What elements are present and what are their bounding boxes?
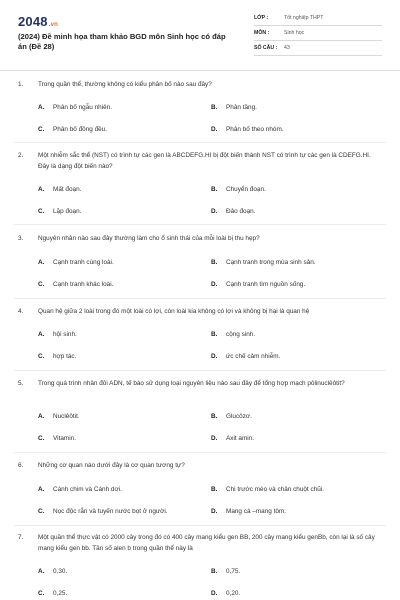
option-text: Mang cá –mang tôm. [226, 508, 287, 515]
question-text: Quan hệ giữa 2 loài trong đó một loài có lợi, còn loài kia không có lợi và không bị hại là quan hệ [38, 308, 310, 315]
option-text: Cạnh tranh trong mùa sinh sản. [226, 259, 316, 266]
meta-count-value: 43 [284, 45, 290, 51]
option-letter: D. [211, 353, 218, 360]
option-letter: C. [38, 435, 45, 442]
option-c[interactable] [38, 208, 81, 215]
option-a[interactable] [38, 259, 114, 266]
option-text: Mất đoạn. [53, 186, 82, 193]
option-text: hợp tác. [53, 353, 77, 360]
option-text: Phân bố đồng đều. [53, 126, 108, 133]
option-text: 0,30. [53, 568, 68, 575]
option-letter: B. [211, 104, 218, 111]
option-c[interactable] [38, 126, 107, 133]
option-d[interactable] [211, 590, 240, 597]
option-letter: D. [211, 508, 218, 515]
option-text: Vitamin. [53, 435, 76, 442]
option-letter: B. [211, 259, 218, 266]
meta-class [254, 12, 382, 26]
option-a[interactable] [38, 186, 81, 193]
option-text: 0,75. [226, 568, 241, 575]
meta-subject [254, 27, 382, 41]
option-text: cộng sinh. [226, 331, 256, 338]
page-header [0, 0, 400, 64]
option-letter: A. [38, 486, 45, 493]
option-a[interactable] [38, 331, 77, 338]
option-letter: A. [38, 186, 45, 193]
option-text: Phân tầng. [226, 104, 257, 111]
option-letter: C. [38, 353, 45, 360]
logo-sub: .vn [48, 22, 59, 28]
option-b[interactable] [211, 259, 316, 266]
option-d[interactable] [211, 353, 280, 360]
question-number: 3. [18, 235, 24, 242]
option-d[interactable] [211, 208, 256, 215]
option-text: Nọc độc rắn và tuyến nước bọt ở người. [53, 508, 168, 515]
option-text: Glucôzơ. [226, 413, 252, 420]
question-divider [14, 525, 386, 526]
option-letter: D. [211, 281, 218, 288]
option-a[interactable] [38, 486, 122, 493]
option-letter: B. [211, 568, 218, 575]
question-text: Những cơ quan nào dưới đây là cơ quan tương tự? [38, 462, 185, 469]
header-divider [0, 70, 400, 71]
option-d[interactable] [211, 281, 305, 288]
option-letter: D. [211, 590, 218, 597]
option-c[interactable] [38, 353, 76, 360]
option-d[interactable] [211, 508, 286, 515]
option-text: Nuclêôtit. [53, 413, 80, 420]
option-b[interactable] [211, 486, 324, 493]
meta-count-label: SỐ CÂU : [254, 45, 278, 51]
option-letter: A. [38, 568, 45, 575]
option-d[interactable] [211, 435, 254, 442]
option-a[interactable] [38, 413, 80, 420]
option-text: Phân bố theo nhóm. [226, 126, 284, 133]
meta-class-value: Tốt nghiệp THPT [284, 15, 324, 21]
option-b[interactable] [211, 331, 255, 338]
option-text: Chuyển đoạn. [226, 186, 266, 193]
option-b[interactable] [211, 413, 252, 420]
option-b[interactable] [211, 186, 266, 193]
option-letter: B. [211, 486, 218, 493]
option-text: Chi trước mèo và chân chuột chũi. [226, 486, 324, 493]
option-text: Lặp đoạn. [53, 208, 82, 215]
option-letter: B. [211, 331, 218, 338]
question-divider [14, 142, 386, 143]
option-text: Cạnh tranh khác loài. [53, 281, 114, 288]
document-title: (2024) Đề minh họa tham khảo BGD môn Sinh học có đáp án (Đề 28) [18, 32, 226, 51]
logo-main: 2048 [18, 14, 48, 29]
option-letter: A. [38, 104, 45, 111]
option-text: ức chế cảm nhiễm. [226, 353, 281, 360]
option-letter: A. [38, 331, 45, 338]
question-number: 5. [18, 380, 24, 387]
question-text: Nguyên nhân nào sau đây thường làm cho ổ sinh thái của mỗi loài bị thu hẹp? [38, 235, 260, 242]
option-letter: C. [38, 281, 45, 288]
question-divider [14, 370, 386, 371]
option-text: Axit amin. [226, 435, 255, 442]
option-text: Cánh chim và Cánh dơi. [53, 486, 122, 493]
meta-subject-value: Sinh học [284, 30, 305, 36]
option-letter: C. [38, 126, 45, 133]
option-letter: C. [38, 590, 45, 597]
option-c[interactable] [38, 590, 67, 597]
option-text: hội sinh. [53, 331, 77, 338]
option-letter: D. [211, 208, 218, 215]
option-text: Phân bố ngẫu nhiên. [53, 104, 112, 111]
option-text: 0,25. [53, 590, 68, 597]
option-letter: B. [211, 186, 218, 193]
option-c[interactable] [38, 435, 76, 442]
option-letter: C. [38, 508, 45, 515]
option-text: 0,20. [226, 590, 241, 597]
option-d[interactable] [211, 126, 284, 133]
question-text: Một quần thể thực vật có 2000 cây trong đó có 400 cây mang kiểu gen BB, 200 cây mang kiểu genBb, còn lại là số cây mang kiểu gen bb. Tần số alen b trong quần thể này là [38, 534, 375, 552]
option-b[interactable] [211, 104, 257, 111]
meta-subject-label: MÔN : [254, 30, 270, 36]
option-letter: A. [38, 259, 45, 266]
option-letter: D. [211, 435, 218, 442]
option-letter: A. [38, 413, 45, 420]
option-text: Đảo đoạn. [226, 208, 256, 215]
option-c[interactable] [38, 281, 113, 288]
option-a[interactable] [38, 568, 67, 575]
question-number: 6. [18, 462, 24, 469]
question-number: 4. [18, 308, 24, 315]
option-a[interactable] [38, 104, 112, 111]
question-divider [14, 224, 386, 225]
option-c[interactable] [38, 508, 168, 515]
site-logo[interactable] [18, 14, 58, 29]
option-text: Cạnh tranh cùng loài. [53, 259, 114, 266]
option-letter: D. [211, 126, 218, 133]
option-b[interactable] [211, 568, 240, 575]
question-number: 7. [18, 534, 24, 541]
meta-class-label: LỚP : [254, 15, 269, 21]
meta-count [254, 42, 382, 56]
question-number: 2. [18, 152, 24, 159]
option-text: Cạnh tranh tìm nguồn sống. [226, 281, 306, 288]
question-divider [14, 298, 386, 299]
question-text: Một nhiễm sắc thể (NST) có trình tự các gen là ABCDEFG.HI bị đột biến thành NST có trình tự các gen là CDEFG.HI. Đây là dạng đột biến nào? [38, 152, 371, 170]
question-number: 1. [18, 81, 24, 88]
question-text: Trong quần thể, thường không có kiểu phân bố nào sau đây? [38, 81, 212, 88]
option-letter: C. [38, 208, 45, 215]
question-divider [14, 452, 386, 453]
option-letter: B. [211, 413, 218, 420]
question-text: Trong quá trình nhân đôi ADN, tế bào sử dụng loại nguyên liệu nào sau đây để tổng hợp mạch pôlinuclêôtit? [38, 380, 345, 387]
